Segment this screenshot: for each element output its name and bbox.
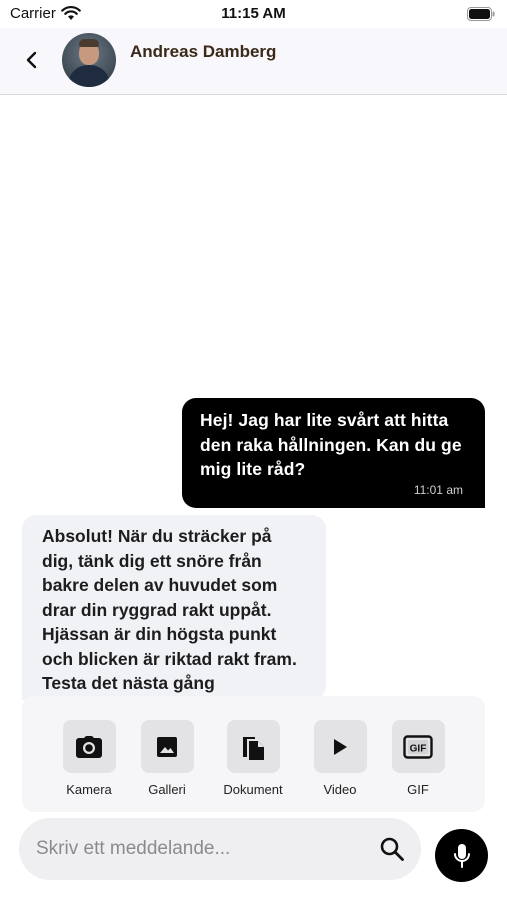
attachment-panel — [22, 696, 485, 812]
message-input-container — [19, 818, 421, 880]
mic-button[interactable] — [435, 829, 488, 882]
status-bar — [0, 0, 507, 28]
chevron-left-icon — [25, 51, 39, 69]
avatar[interactable] — [62, 33, 116, 87]
attach-label: Dokument — [223, 782, 283, 797]
attach-document-button[interactable] — [213, 720, 293, 797]
carrier-label: Carrier — [10, 5, 56, 22]
back-button[interactable] — [18, 46, 46, 74]
gif-icon — [403, 735, 433, 759]
message-bubble-sent[interactable] — [182, 398, 485, 508]
play-icon — [332, 738, 348, 756]
battery-icon — [467, 7, 495, 21]
svg-text:GIF: GIF — [409, 743, 427, 754]
message-input[interactable] — [34, 837, 371, 861]
search-icon[interactable] — [379, 836, 405, 862]
message-text: Hej! Jag har lite svårt att hitta den raka hållningen. Kan du ge mig lite råd? — [200, 410, 462, 479]
attach-camera-button[interactable] — [49, 720, 129, 797]
attach-video-button[interactable] — [300, 720, 380, 797]
attach-label: Kamera — [66, 782, 112, 797]
message-timestamp: 11:01 am — [413, 483, 463, 497]
camera-icon — [75, 735, 103, 759]
attach-gallery-button[interactable] — [127, 720, 207, 797]
attach-label: Galleri — [148, 782, 186, 797]
chat-header — [0, 28, 507, 95]
attach-label: Video — [323, 782, 357, 797]
attach-label: GIF — [407, 782, 429, 797]
microphone-icon — [453, 843, 471, 869]
image-icon — [156, 736, 178, 758]
message-bubble-received[interactable] — [22, 515, 326, 700]
attach-gif-button[interactable] — [378, 720, 458, 797]
message-text: Absolut! När du sträcker på dig, tänk dig ett snöre från bakre delen av huvudet som drar din ryggrad rakt uppåt. Hjässan är din högsta punkt och blicken är riktad rakt fram. Testa det nästa gång — [42, 526, 297, 693]
status-time: 11:15 AM — [221, 5, 286, 22]
document-icon — [241, 733, 265, 761]
contact-name[interactable]: Andreas Damberg — [130, 42, 277, 61]
